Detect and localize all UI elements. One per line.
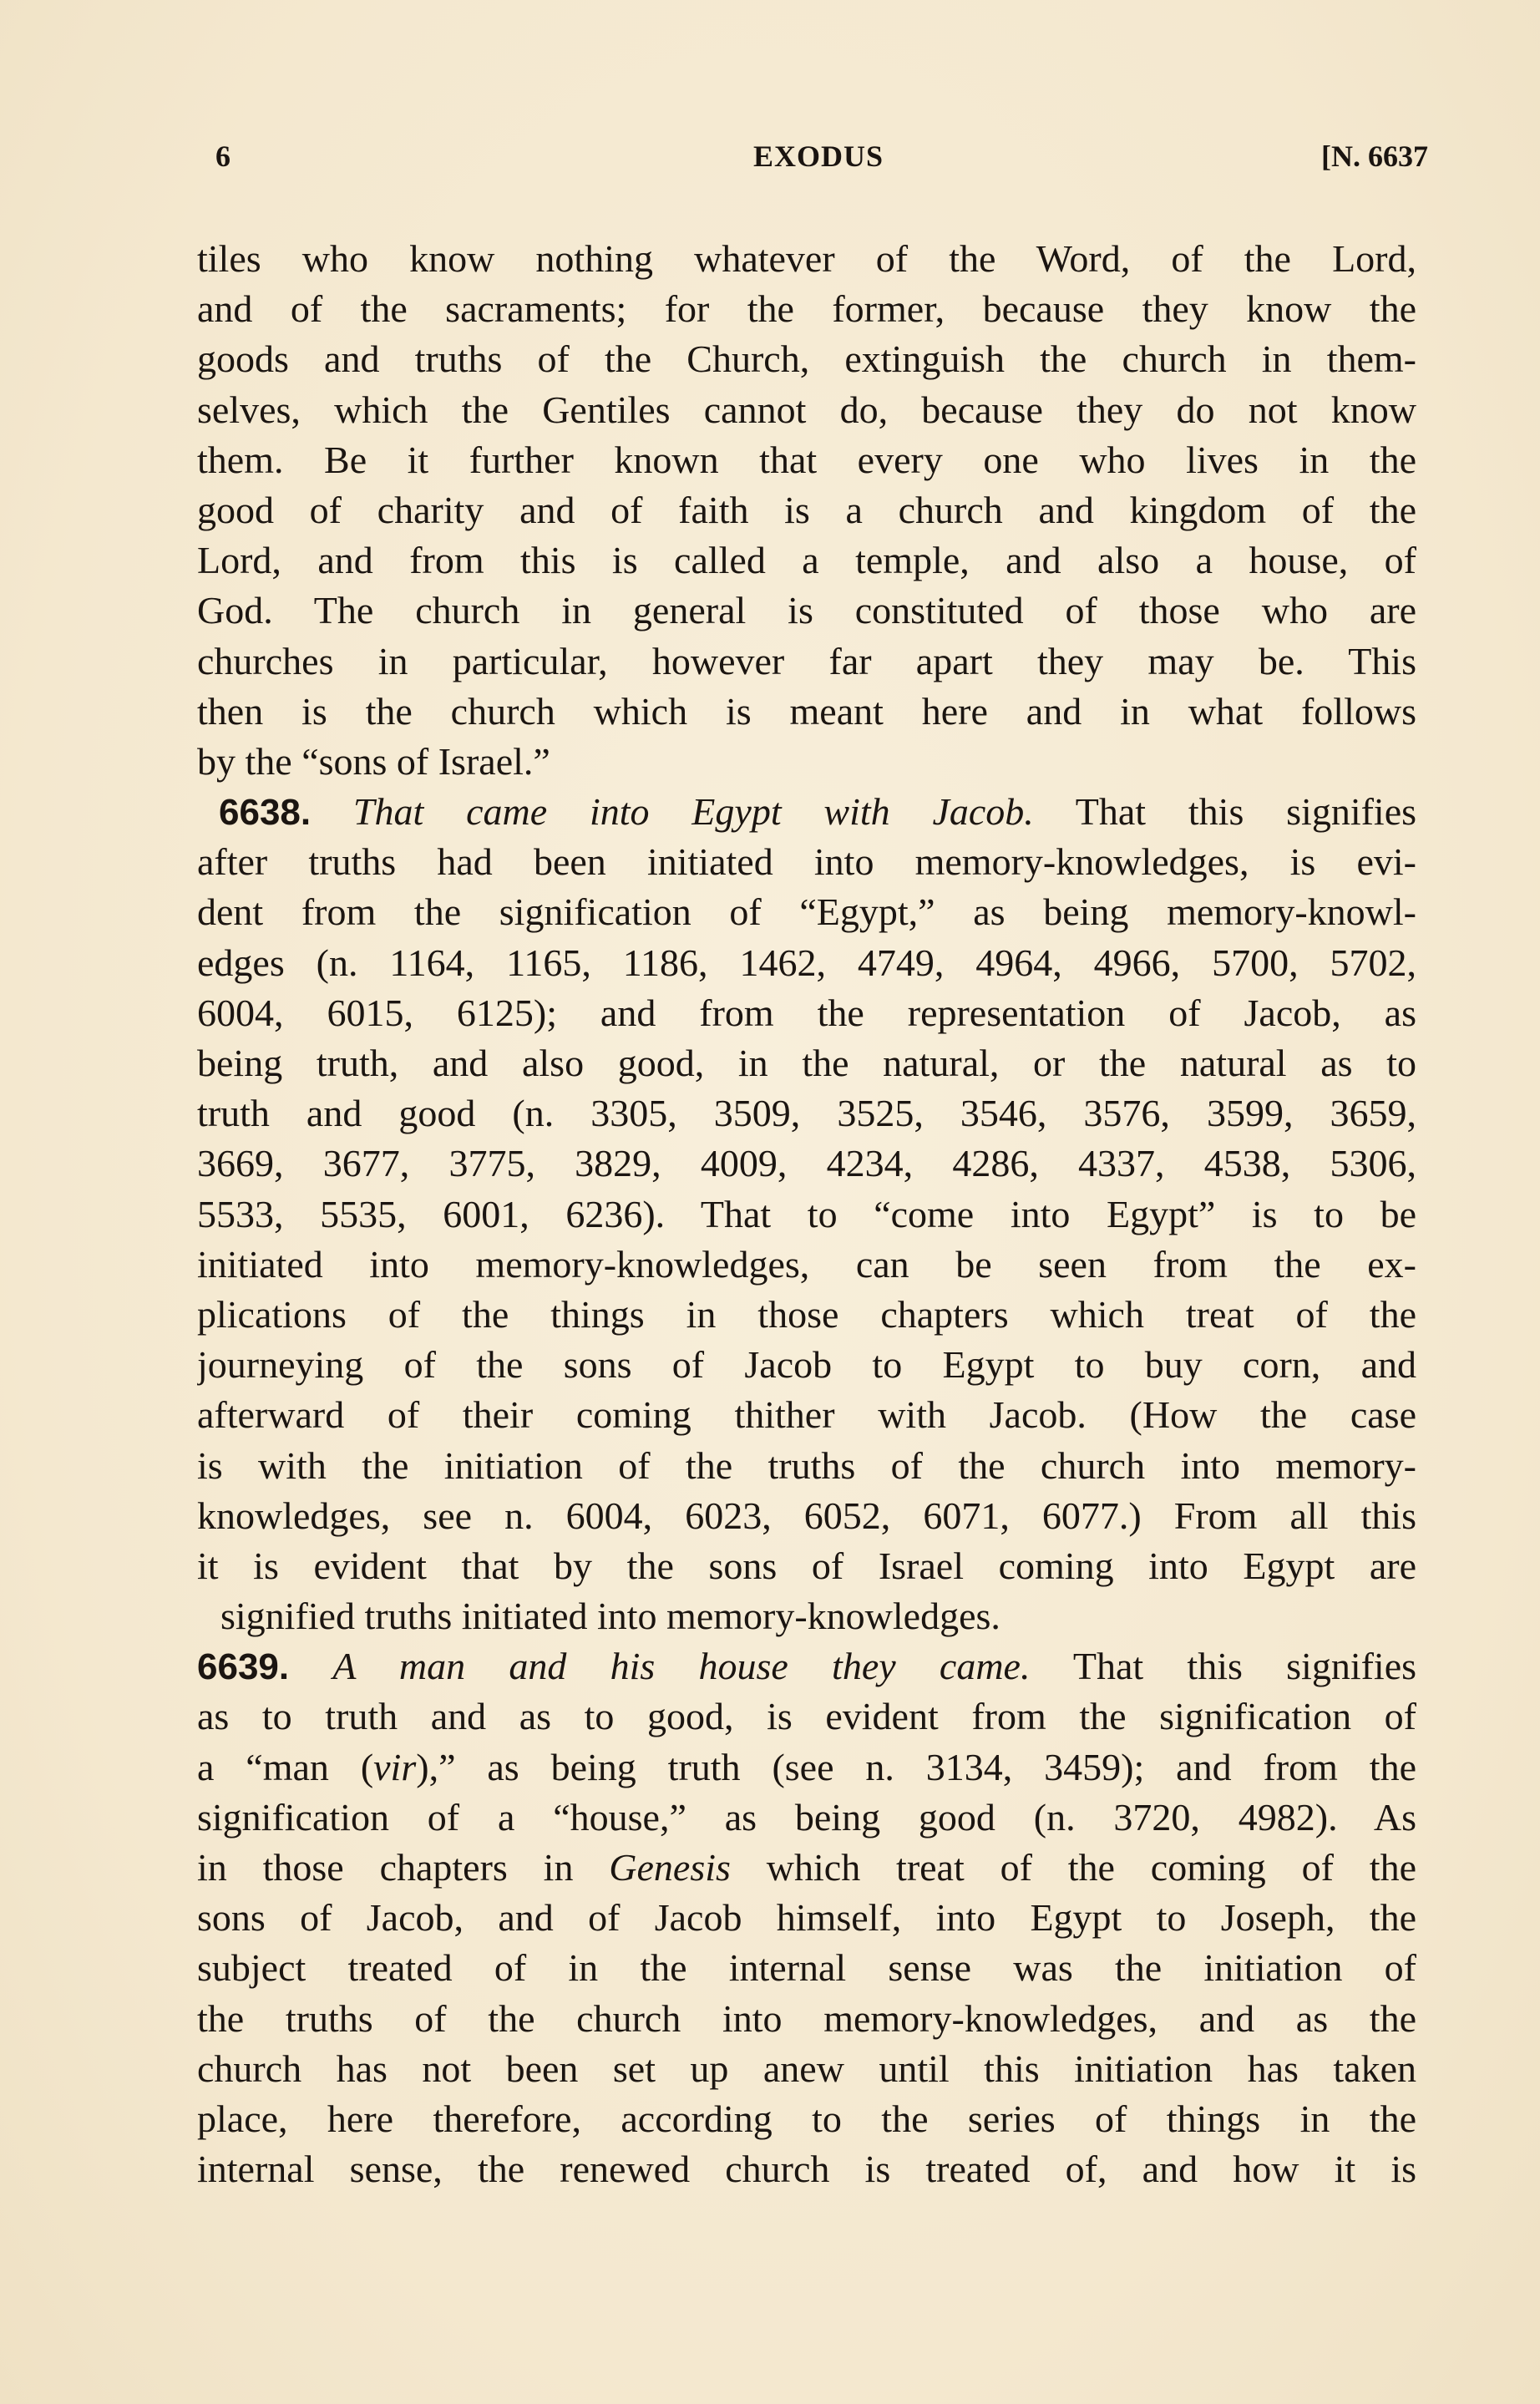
line-text: it is evident that by the sons of Israel coming into Egypt are <box>197 1544 1416 1587</box>
line-text: and of the sacraments; for the former, because they know the <box>197 287 1416 331</box>
line-text: place, here therefore, according to the series of things in the <box>197 2097 1416 2140</box>
text-line <box>197 687 1416 737</box>
line-text: sons of Jacob, and of Jacob himself, into Egypt to Joseph, the <box>197 1896 1416 1940</box>
line-text: God. The church in general is constituted of those who are <box>197 589 1416 632</box>
line-text: selves, which the Gentiles cannot do, because they do not know <box>197 388 1416 431</box>
running-title: EXODUS <box>752 139 884 173</box>
line-text: 3669, 3677, 3775, 3829, 4009, 4234, 4286, 4337, 4538, 5306, <box>197 1142 1416 1185</box>
line-text: internal sense, the renewed church is treated of, and how it is <box>197 2148 1416 2191</box>
text-line <box>197 1691 1416 1742</box>
line-text: being truth, and also good, in the natural, or the natural as to <box>197 1042 1416 1084</box>
line-text: afterward of their coming thither with Jacob. (How the case <box>197 1393 1416 1437</box>
text-line <box>197 1189 1416 1240</box>
line-text: good of charity and of faith is a church and kingdom of the <box>197 488 1416 531</box>
line-text: the truths of the church into memory-knowledges, and as the <box>197 1996 1416 2040</box>
line-text: them. Be it further known that every one who lives in the <box>197 438 1416 481</box>
text-line <box>197 2094 1416 2144</box>
line-text: tiles who know nothing whatever of the Word, of the Lord, <box>197 237 1416 280</box>
text-line <box>197 1591 1416 1641</box>
line-text: subject treated of in the internal sense was the initiation of <box>197 1946 1416 1990</box>
section-reference: [N. 6637 <box>1321 139 1428 173</box>
line-text: signification of a “house,” as being good (n. 3720, 4982). As <box>197 1795 1416 1839</box>
line-text: edges (n. 1164, 1165, 1186, 1462, 4749, 4964, 4966, 5700, 5702, <box>197 941 1416 984</box>
line-text: dent from the signification of “Egypt,” as being memory-knowl- <box>197 890 1416 934</box>
body-text <box>197 234 1416 2194</box>
text-line <box>197 2144 1416 2194</box>
line-text: which treat of the coming of the <box>730 1846 1416 1889</box>
line-text: is with the initiation of the truths of the church into memory- <box>197 1443 1416 1487</box>
text-line <box>197 1240 1416 1290</box>
line-text: plications of the things in those chapters which treat of the <box>197 1292 1416 1336</box>
text-line <box>197 1943 1416 1993</box>
line-text: goods and truths of the Church, extinguish the church in them- <box>197 337 1416 381</box>
text-line <box>197 637 1416 687</box>
text-line <box>197 1793 1416 1843</box>
paragraph-heading: That came into Egypt with Jacob. <box>352 790 1034 834</box>
text-line <box>197 385 1416 435</box>
line-text: journeying of the sons of Jacob to Egypt to buy corn, and <box>197 1343 1416 1387</box>
text-line <box>197 938 1416 988</box>
text-line <box>197 837 1416 887</box>
text-line <box>197 1843 1416 1893</box>
line-text: signified truths initiated into memory-knowledges. <box>220 1595 1000 1638</box>
text-line <box>197 535 1416 586</box>
text-line <box>197 2044 1416 2094</box>
italic-term: Genesis <box>609 1846 731 1889</box>
page-number: 6 <box>215 139 230 173</box>
line-text: knowledges, see n. 6004, 6023, 6052, 6071, 6077.) From all this <box>197 1494 1416 1537</box>
text-line <box>197 435 1416 485</box>
paragraph-number: 6639. <box>197 1646 290 1688</box>
line-text: That this signifies <box>1072 1645 1416 1688</box>
line-text: initiated into memory-knowledges, can be seen from the ex- <box>197 1242 1416 1286</box>
line-text-lead: in those chapters in <box>197 1846 610 1889</box>
text-line <box>197 334 1416 384</box>
line-text: truth and good (n. 3305, 3509, 3525, 3546, 3576, 3599, 3659, <box>197 1092 1416 1135</box>
text-line <box>197 1441 1416 1491</box>
italic-term: vir <box>373 1745 417 1788</box>
text-line <box>197 787 1416 837</box>
text-line <box>197 1038 1416 1088</box>
line-text: churches in particular, however far apart they may be. This <box>197 639 1416 682</box>
text-line <box>197 1641 1416 1691</box>
paragraph-number: 6638. <box>219 792 312 834</box>
line-text: That this signifies <box>1075 790 1416 834</box>
text-line <box>197 737 1416 787</box>
text-line <box>197 1340 1416 1390</box>
line-text: Lord, and from this is called a temple, and also a house, of <box>197 539 1416 582</box>
line-text: ),” as being truth (see n. 3134, 3459); and from the <box>416 1745 1416 1788</box>
text-line <box>197 1541 1416 1591</box>
text-line <box>197 284 1416 334</box>
text-line <box>197 234 1416 284</box>
text-line <box>197 1742 1416 1793</box>
line-text: as to truth and as to good, is evident from the signification of <box>197 1695 1416 1738</box>
line-text: by the “sons of Israel.” <box>197 739 550 783</box>
text-line <box>197 887 1416 937</box>
text-line <box>197 988 1416 1038</box>
line-text: after truths had been initiated into memory-knowledges, is evi- <box>197 840 1416 884</box>
line-text: 5533, 5535, 6001, 6236). That to “come into Egypt” is to be <box>197 1192 1416 1235</box>
text-line <box>197 1088 1416 1139</box>
text-line <box>197 1139 1416 1189</box>
text-line <box>197 1994 1416 2044</box>
line-text: 6004, 6015, 6125); and from the representation of Jacob, as <box>197 991 1416 1034</box>
text-line <box>197 485 1416 535</box>
line-text: church has not been set up anew until this initiation has taken <box>197 2046 1416 2090</box>
text-line <box>197 586 1416 636</box>
text-line <box>197 1491 1416 1541</box>
text-line <box>197 1893 1416 1943</box>
text-line <box>197 1390 1416 1440</box>
running-header <box>209 139 1428 179</box>
line-text-lead: a “man ( <box>197 1745 374 1788</box>
text-line <box>197 1290 1416 1340</box>
paragraph-heading: A man and his house they came. <box>332 1645 1031 1688</box>
line-text: then is the church which is meant here and in what follows <box>197 689 1416 733</box>
